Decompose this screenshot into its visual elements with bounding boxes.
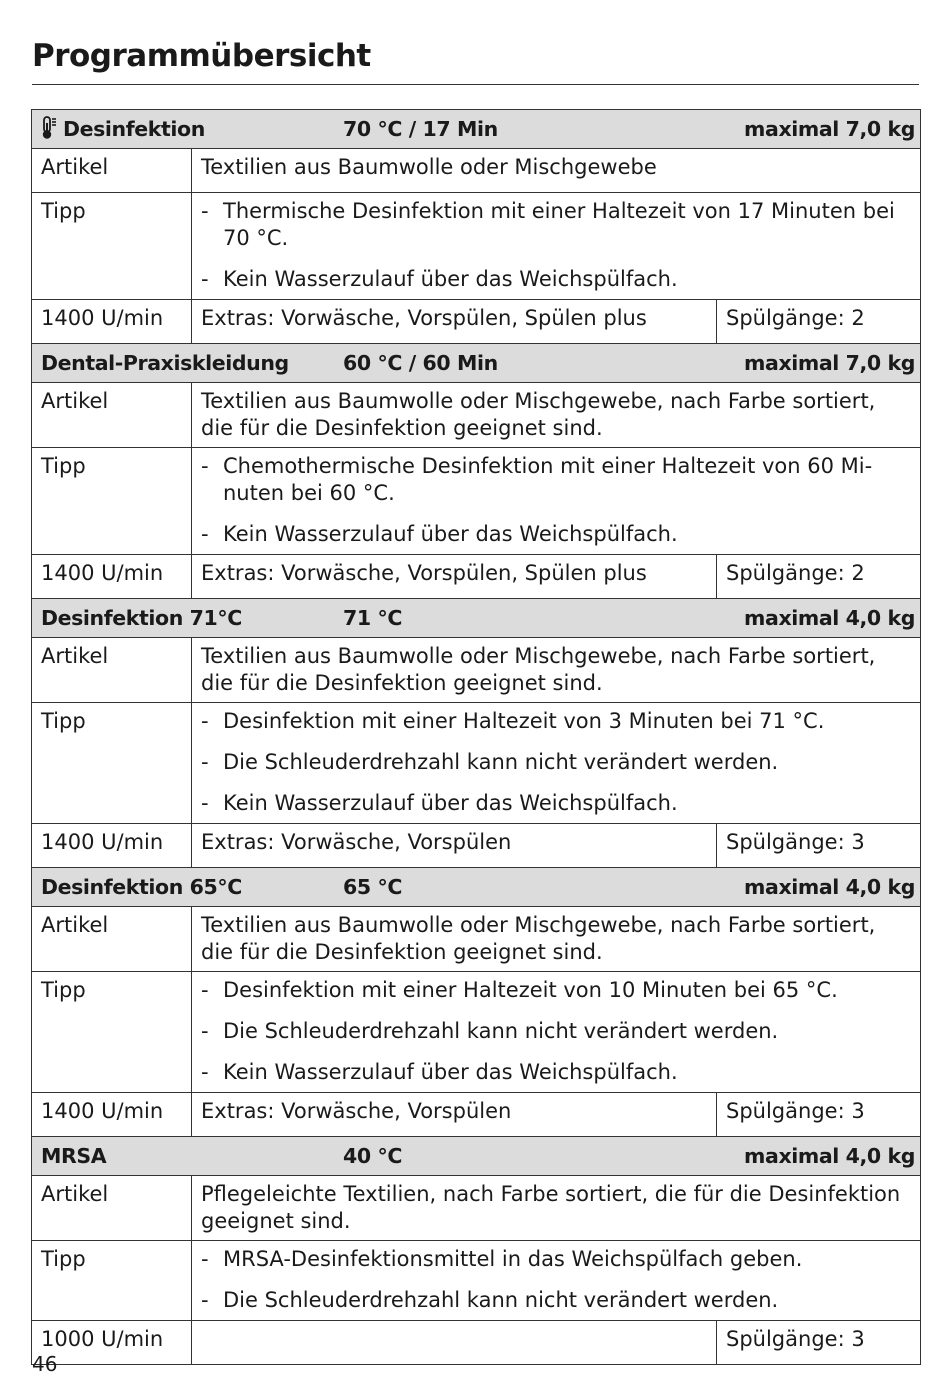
page-title: Programmübersicht (32, 38, 371, 74)
program-header-row (32, 599, 921, 638)
program-name-label: Desinfektion 71°C (41, 606, 242, 630)
dash-bullet: - (201, 267, 209, 291)
article-row (32, 907, 921, 972)
page-number: 46 (32, 1352, 58, 1376)
dash-bullet: - (201, 199, 209, 223)
program-name (41, 874, 242, 901)
spin-speed: 1400 U/min (32, 1093, 192, 1137)
tip-text: Kein Wasserzulauf über das Weichspülfach. (223, 1060, 678, 1084)
dash-bullet: - (201, 978, 209, 1002)
tip-item (201, 708, 911, 735)
program-temperature: 40 °C (343, 1144, 402, 1168)
tip-item (201, 1287, 911, 1314)
tip-item (201, 749, 911, 776)
tip-list (192, 1241, 921, 1321)
tip-label: Tipp (32, 193, 192, 300)
tip-text: Desinfektion mit einer Haltezeit von 3 Minuten bei 71 °C. (223, 709, 825, 733)
extras-text: Extras: Vorwäsche, Vorspülen (192, 824, 717, 868)
program-name-label: Desinfektion 65°C (41, 875, 242, 899)
spin-speed: 1000 U/min (32, 1321, 192, 1365)
extras-text: Extras: Vorwäsche, Vorspülen, Spülen plus (192, 555, 717, 599)
tip-label: Tipp (32, 972, 192, 1093)
tip-row (32, 448, 921, 555)
tip-row (32, 1241, 921, 1321)
dash-bullet: - (201, 750, 209, 774)
article-text: Textilien aus Baumwolle oder Mischgewebe, nach Farbe sortiert, die für die Desinfektion geeignet sind. (192, 383, 921, 448)
tip-text: Die Schleuderdrehzahl kann nicht verändert werden. (223, 750, 779, 774)
spin-speed: 1400 U/min (32, 300, 192, 344)
tip-item (201, 1059, 911, 1086)
article-text: Textilien aus Baumwolle oder Mischgewebe, nach Farbe sortiert, die für die Desinfektion geeignet sind. (192, 907, 921, 972)
program-header-row (32, 344, 921, 383)
dash-bullet: - (201, 522, 209, 546)
tip-item (201, 1018, 911, 1045)
article-text: Textilien aus Baumwolle oder Mischgewebe (192, 149, 921, 193)
tip-item (201, 790, 911, 817)
program-header-row (32, 1137, 921, 1176)
program-name (41, 1143, 106, 1170)
spin-extras-row (32, 824, 921, 868)
tip-label: Tipp (32, 1241, 192, 1321)
program-name-label: MRSA (41, 1144, 107, 1168)
tip-text: Desinfektion mit einer Haltezeit von 10 Minuten bei 65 °C. (223, 978, 838, 1002)
program-name-label: Dental-Praxiskleidung (41, 351, 289, 375)
tip-list (192, 972, 921, 1093)
extras-text: Extras: Vorwäsche, Vorspülen, Spülen plus (192, 300, 717, 344)
dash-bullet: - (201, 1019, 209, 1043)
tip-list (192, 193, 921, 300)
tip-item (201, 1246, 911, 1273)
article-label: Artikel (32, 907, 192, 972)
spin-extras-row (32, 1321, 921, 1365)
tip-text: Chemothermische Desinfektion mit einer Haltezeit von 60 Mi-nuten bei 60 °C. (223, 454, 873, 505)
program-name (41, 605, 242, 632)
tip-row (32, 193, 921, 300)
program-max-load: maximal 4,0 kg (744, 875, 916, 899)
tip-text: Die Schleuderdrehzahl kann nicht verändert werden. (223, 1288, 779, 1312)
article-row (32, 149, 921, 193)
thermometer-icon (41, 116, 59, 140)
tip-text: Die Schleuderdrehzahl kann nicht verändert werden. (223, 1019, 779, 1043)
article-label: Artikel (32, 383, 192, 448)
tip-label: Tipp (32, 703, 192, 824)
tip-item (201, 453, 911, 507)
tip-list (192, 703, 921, 824)
dash-bullet: - (201, 709, 209, 733)
tip-list (192, 448, 921, 555)
tip-item (201, 198, 911, 252)
program-table (31, 109, 921, 1365)
article-row (32, 1176, 921, 1241)
dash-bullet: - (201, 1247, 209, 1271)
rinse-count: Spülgänge: 2 (717, 555, 921, 599)
program-temperature: 71 °C (343, 606, 402, 630)
program-max-load: maximal 7,0 kg (744, 351, 916, 375)
article-text: Textilien aus Baumwolle oder Mischgewebe, nach Farbe sortiert, die für die Desinfektion geeignet sind. (192, 638, 921, 703)
program-header-row (32, 868, 921, 907)
dash-bullet: - (201, 791, 209, 815)
rinse-count: Spülgänge: 2 (717, 300, 921, 344)
program-name (41, 116, 205, 143)
tip-text: Thermische Desinfektion mit einer Haltezeit von 17 Minuten bei 70 °C. (223, 199, 895, 250)
program-max-load: maximal 4,0 kg (744, 1144, 916, 1168)
program-temperature: 70 °C / 17 Min (343, 117, 498, 141)
rinse-count: Spülgänge: 3 (717, 824, 921, 868)
title-divider (32, 84, 919, 85)
article-label: Artikel (32, 149, 192, 193)
extras-text (192, 1321, 717, 1365)
article-label: Artikel (32, 638, 192, 703)
tip-row (32, 972, 921, 1093)
dash-bullet: - (201, 1288, 209, 1312)
tip-item (201, 977, 911, 1004)
spin-extras-row (32, 1093, 921, 1137)
tip-item (201, 266, 911, 293)
program-name (41, 350, 289, 377)
spin-extras-row (32, 555, 921, 599)
tip-text: Kein Wasserzulauf über das Weichspülfach. (223, 267, 678, 291)
tip-row (32, 703, 921, 824)
program-max-load: maximal 7,0 kg (744, 117, 916, 141)
rinse-count: Spülgänge: 3 (717, 1321, 921, 1365)
spin-speed: 1400 U/min (32, 555, 192, 599)
dash-bullet: - (201, 454, 209, 478)
extras-text: Extras: Vorwäsche, Vorspülen (192, 1093, 717, 1137)
article-row (32, 383, 921, 448)
article-text: Pflegeleichte Textilien, nach Farbe sortiert, die für die Desinfektion geeignet sind. (192, 1176, 921, 1241)
tip-text: MRSA-Desinfektionsmittel in das Weichspülfach geben. (223, 1247, 803, 1271)
tip-text: Kein Wasserzulauf über das Weichspülfach. (223, 791, 678, 815)
article-label: Artikel (32, 1176, 192, 1241)
program-header-row (32, 110, 921, 149)
dash-bullet: - (201, 1060, 209, 1084)
spin-speed: 1400 U/min (32, 824, 192, 868)
program-name-label: Desinfektion (63, 117, 205, 141)
tip-text: Kein Wasserzulauf über das Weichspülfach. (223, 522, 678, 546)
article-row (32, 638, 921, 703)
program-max-load: maximal 4,0 kg (744, 606, 916, 630)
spin-extras-row (32, 300, 921, 344)
tip-item (201, 521, 911, 548)
rinse-count: Spülgänge: 3 (717, 1093, 921, 1137)
program-temperature: 60 °C / 60 Min (343, 351, 498, 375)
tip-label: Tipp (32, 448, 192, 555)
program-temperature: 65 °C (343, 875, 402, 899)
